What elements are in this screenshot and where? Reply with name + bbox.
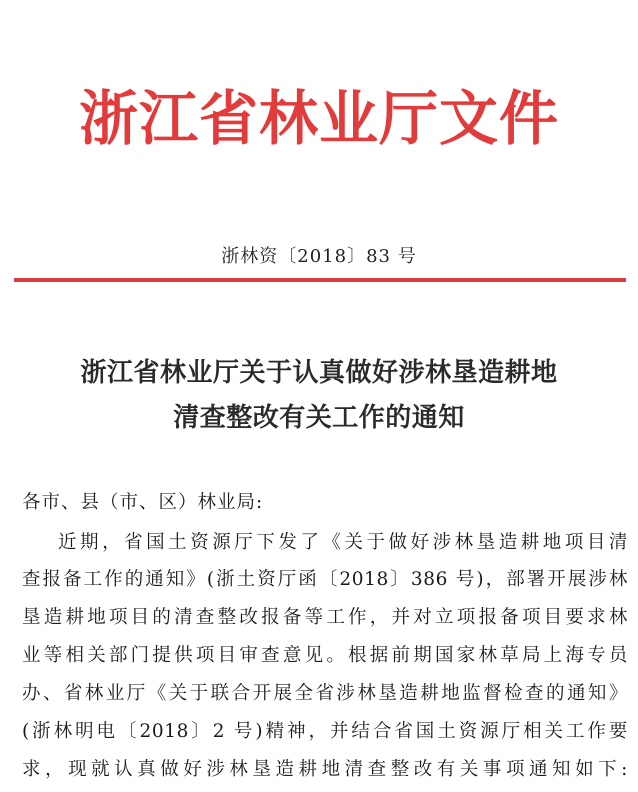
body-line: 办、省林业厅《关于联合开展全省涉林垦造耕地监督检查的通知》 [22, 683, 628, 704]
document-masthead: 浙江省林业厅文件 [78, 84, 559, 153]
body-line: 求，现就认真做好涉林垦造耕地清查整改有关事项通知如下: [22, 759, 628, 780]
notice-title-line-2: 清查整改有关工作的通知 [173, 403, 465, 433]
addressee: 各市、县（市、区）林业局: [22, 492, 264, 513]
body-line: 垦造耕地项目的清查整改报备等工作，并对立项报备项目要求林 [22, 607, 628, 628]
body-line: 查报备工作的通知》(浙土资厅函〔2018〕386 号)，部署开展涉林 [22, 569, 628, 590]
body-line: (浙林明电〔2018〕2 号)精神，并结合省国土资源厅相关工作要 [22, 721, 628, 742]
body-line: 业等相关部门提供项目审查意见。根据前期国家林草局上海专员 [22, 645, 628, 666]
document-number: 浙林资〔2018〕83 号 [221, 246, 417, 267]
notice-title-line-1: 浙江省林业厅关于认真做好涉林垦造耕地 [80, 358, 558, 388]
body-line: 近期，省国土资源厅下发了《关于做好涉林垦造耕地项目清 [58, 532, 628, 553]
red-separator-line [14, 278, 626, 282]
